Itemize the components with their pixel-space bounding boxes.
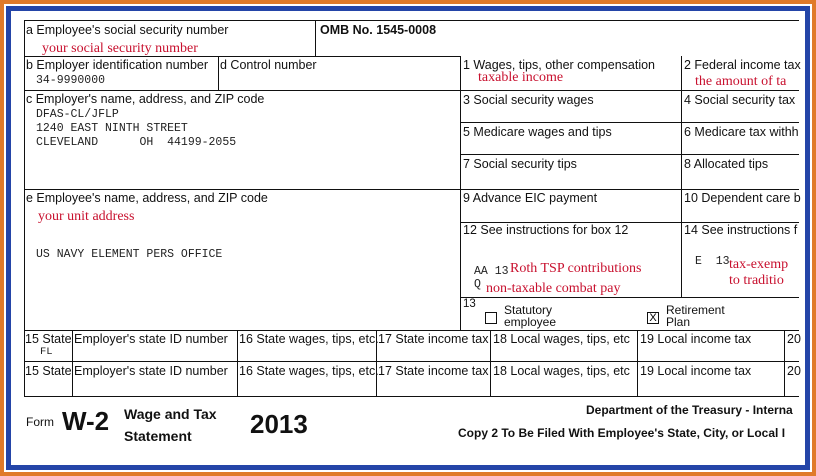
box-12-label: 12 See instructions for box 12 <box>463 223 629 237</box>
form-word: Form <box>26 415 54 429</box>
state-header-19: 19 Local income tax <box>640 364 752 378</box>
state-header-id: Employer's state ID number <box>74 364 228 378</box>
box-e-note: your unit address <box>38 209 135 224</box>
box-14-label: 14 See instructions f <box>684 223 798 237</box>
rule <box>72 330 73 396</box>
rule <box>24 20 799 21</box>
box-2-note: the amount of ta <box>695 74 787 89</box>
state-header-20: 20 <box>787 364 801 378</box>
box-12-code-q: Q <box>474 278 481 291</box>
state-header-19: 19 Local income tax <box>640 332 752 346</box>
rule <box>315 20 316 56</box>
form-name: W-2 <box>62 406 110 436</box>
statutory-employee-checkbox[interactable] <box>485 312 497 324</box>
box-a-note: your social security number <box>42 41 198 56</box>
rule <box>460 122 799 123</box>
box-13-label: 13 <box>463 298 476 310</box>
state-header-15: 15 State <box>25 332 72 346</box>
box-b-label: b Employer identification number <box>26 58 209 72</box>
box-2-label: 2 Federal income tax <box>684 58 801 72</box>
state-header-id: Employer's state ID number <box>74 332 228 346</box>
w2-form <box>12 12 801 464</box>
form-title-2: Statement <box>124 428 192 444</box>
rule <box>218 56 219 90</box>
box-1-label: 1 Wages, tips, other compensation <box>463 58 655 72</box>
box-5-label: 5 Medicare wages and tips <box>463 125 612 139</box>
box-14-code: E 13 <box>695 255 730 268</box>
rule <box>681 56 682 297</box>
state-value: FL <box>40 346 53 358</box>
box-a-label: a Employee's social security number <box>26 23 229 37</box>
employer-line: CLEVELAND OH 44199-2055 <box>36 136 237 149</box>
rule <box>460 56 461 330</box>
box-7-label: 7 Social security tips <box>463 157 577 171</box>
employer-line: 1240 EAST NINTH STREET <box>36 122 188 135</box>
copy-line: Copy 2 To Be Filed With Employee's State, City, or Local I <box>458 426 786 440</box>
department-line: Department of the Treasury - Interna <box>586 403 793 417</box>
state-header-17: 17 State income tax <box>378 364 489 378</box>
box-d-label: d Control number <box>220 58 317 72</box>
statutory-label: Statutory employee <box>504 303 557 329</box>
rule <box>24 330 799 331</box>
rule <box>637 330 638 396</box>
box-e-label: e Employee's name, address, and ZIP code <box>26 191 268 205</box>
rule <box>784 330 785 396</box>
box-14-note-1: tax-exemp <box>729 257 789 272</box>
state-header-20: 20 <box>787 332 801 346</box>
rule <box>460 297 799 298</box>
box-12-code-aa: AA 13 <box>474 265 509 278</box>
box-8-label: 8 Allocated tips <box>684 157 769 171</box>
rule <box>24 189 799 190</box>
box-12-note-aa: Roth TSP contributions <box>510 261 642 276</box>
box-10-label: 10 Dependent care b <box>684 191 801 205</box>
box-9-label: 9 Advance EIC payment <box>463 191 598 205</box>
state-header-18: 18 Local wages, tips, etc <box>493 364 630 378</box>
rule <box>237 330 238 396</box>
box-b-value: 34-9990000 <box>36 74 106 87</box>
state-header-16: 16 State wages, tips, etc. <box>239 364 379 378</box>
box-e-value: US NAVY ELEMENT PERS OFFICE <box>36 248 223 261</box>
rule <box>460 90 799 91</box>
rule <box>490 330 491 396</box>
employer-line: DFAS-CL/JFLP <box>36 108 119 121</box>
state-header-16: 16 State wages, tips, etc. <box>239 332 379 346</box>
form-title-1: Wage and Tax <box>124 406 217 422</box>
rule <box>24 361 799 362</box>
rule <box>460 154 799 155</box>
state-header-15: 15 State <box>25 364 72 378</box>
retirement-label: Retirement Plan <box>666 303 725 329</box>
box-6-label: 6 Medicare tax withh <box>684 125 799 139</box>
omb-number: OMB No. 1545-0008 <box>320 23 437 37</box>
box-c-label: c Employer's name, address, and ZIP code <box>26 92 265 106</box>
rule <box>24 396 799 397</box>
box-3-label: 3 Social security wages <box>463 93 594 107</box>
box-4-label: 4 Social security tax <box>684 93 796 107</box>
form-year: 2013 <box>250 409 308 439</box>
retirement-plan-checkbox[interactable]: X <box>647 312 659 324</box>
box-14-note-2: to traditio <box>729 273 784 288</box>
box-12-note-q: non-taxable combat pay <box>486 281 621 296</box>
rule <box>24 90 460 91</box>
state-header-18: 18 Local wages, tips, etc <box>493 332 630 346</box>
state-header-17: 17 State income tax <box>378 332 489 346</box>
box-1-note: taxable income <box>478 70 564 85</box>
